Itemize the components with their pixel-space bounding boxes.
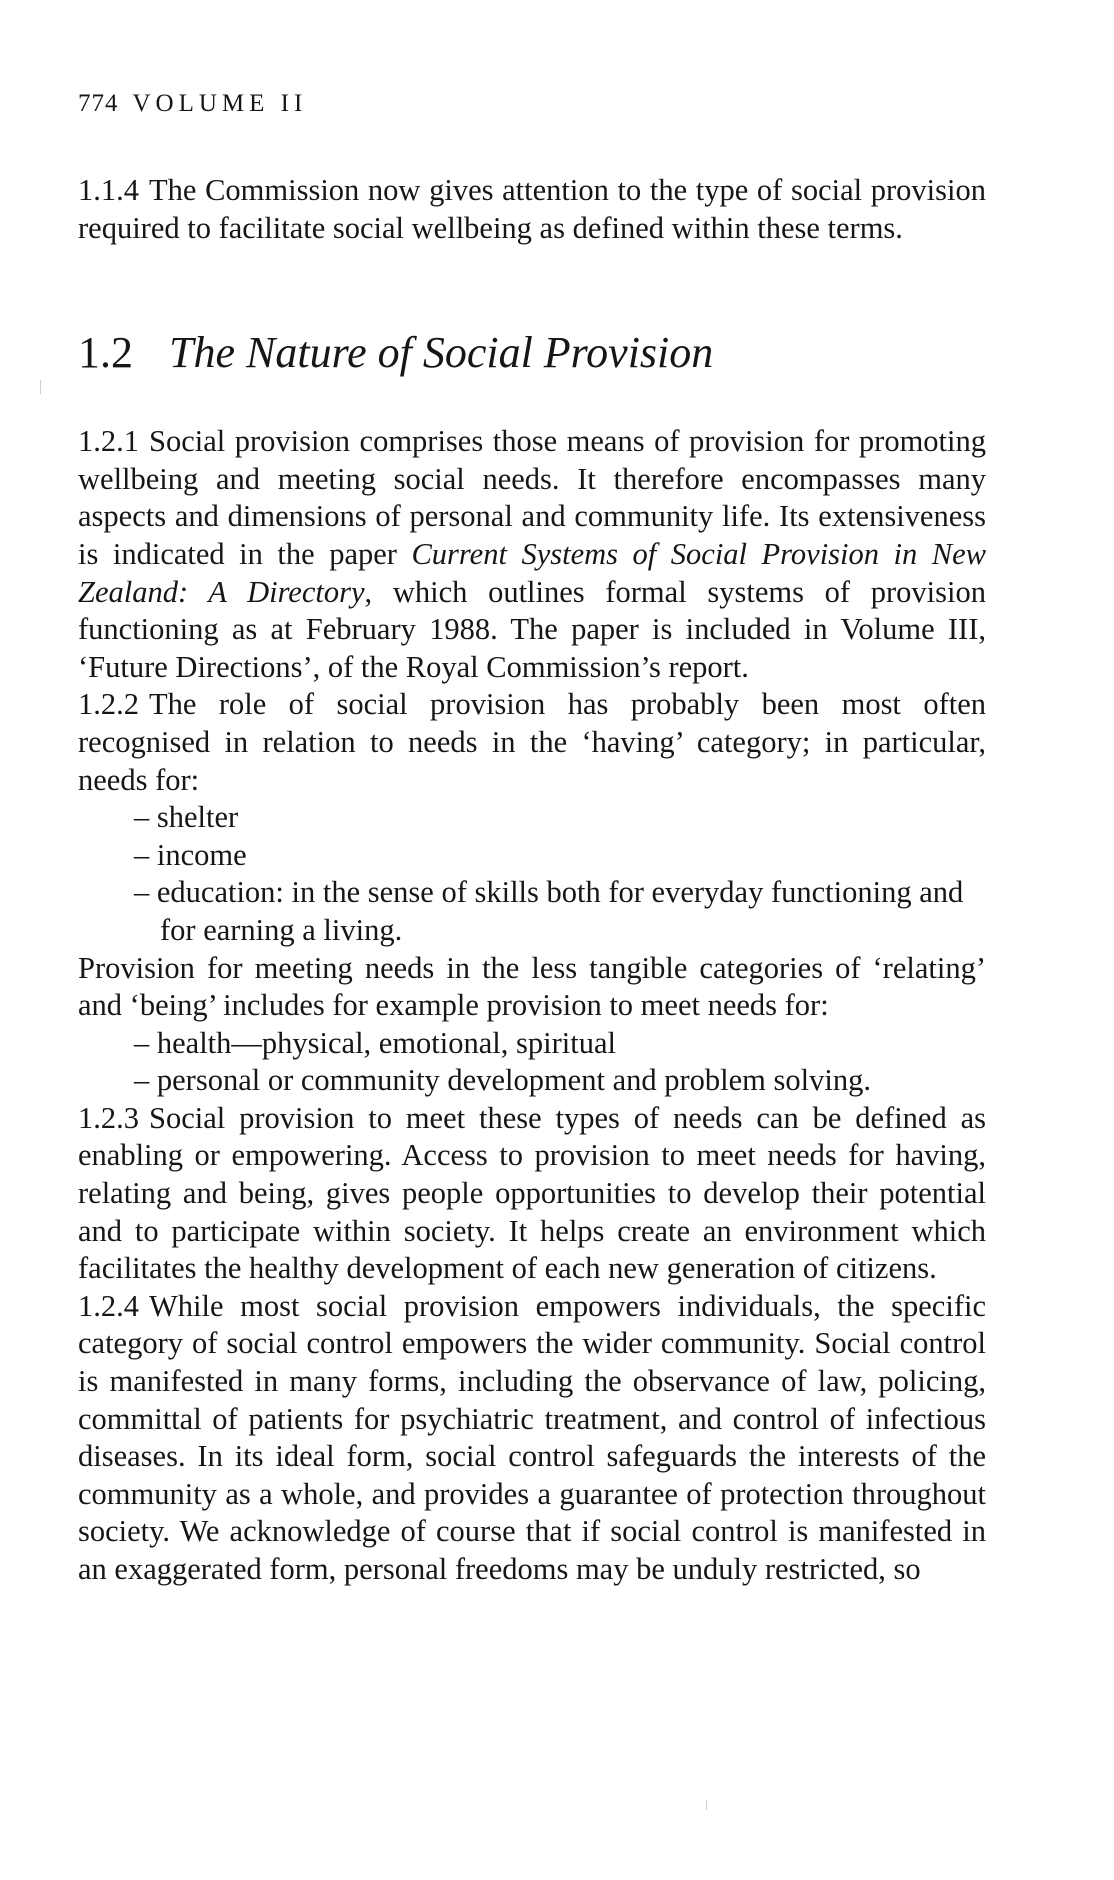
relating-being-needs-list bbox=[78, 1025, 986, 1100]
list-item: – income bbox=[134, 837, 247, 872]
paragraph-text: The role of social provision has probably been most often recognised in relation to needs in the ‘having’ category; in particular, needs for: bbox=[78, 687, 986, 797]
paragraph-number: 1.2.2 bbox=[78, 687, 139, 722]
paragraph-number: 1.2.4 bbox=[78, 1288, 139, 1323]
volume-label: VOLUME II bbox=[132, 90, 308, 117]
list-item: – personal or community development and problem solving. bbox=[134, 1063, 871, 1098]
having-needs-list bbox=[78, 799, 986, 949]
paragraph-1-2-4 bbox=[78, 1288, 986, 1589]
paragraph-number: 1.2.1 bbox=[78, 424, 139, 459]
paragraph-number: 1.2.3 bbox=[78, 1100, 139, 1135]
scan-speck bbox=[40, 380, 41, 394]
section-title: The Nature of Social Provision bbox=[169, 328, 714, 378]
paragraph-relating-being bbox=[78, 950, 986, 1025]
paragraph-text-continued: , which outlines formal systems of provision functioning as at February 1988. The paper is included in Volume III, ‘Future Directions’, of the Royal Commission’s report. bbox=[78, 574, 986, 684]
paragraph-text: Social provision to meet these types of needs can be defined as enabling or empowering. Access to provision to meet needs for having, relating and being, gives people opportunities to develop their potential and to participate within society. It helps create an environment which facilitates the healthy development of each new generation of citizens. bbox=[78, 1100, 986, 1286]
paragraph-1-1-4 bbox=[78, 172, 986, 247]
paragraph-number: 1.1.4 bbox=[78, 173, 139, 207]
paragraph-text: Provision for meeting needs in the less tangible categories of ‘relating’ and ‘being’ includes for example provision to meet needs for: bbox=[78, 950, 986, 1023]
directory-title: Current Systems of Social Provision in New Zealand: A Directory bbox=[78, 536, 987, 609]
paragraph-1-2-2 bbox=[78, 686, 986, 799]
running-head bbox=[78, 86, 986, 122]
paragraph-text: The Commission now gives attention to the type of social provision required to facilitate social wellbeing as defined within these terms. bbox=[78, 173, 986, 245]
section-heading bbox=[78, 327, 986, 379]
scan-speck bbox=[706, 1800, 707, 1810]
paragraph-text: While most social provision empowers individuals, the specific category of social control empowers the wider community. Social control is manifested in many forms, including the observance of law, policing, committal of patients for psychiatric treatment, and control of infectious diseases. In its ideal form, social control safeguards the interests of the community as a whole, and provides a guarantee of protection throughout society. We acknowledge of course that if social control is manifested in an exaggerated form, personal freedoms may be unduly restricted, so bbox=[78, 1288, 986, 1586]
list-item: – shelter bbox=[134, 800, 239, 835]
paragraph-1-2-3 bbox=[78, 1100, 986, 1288]
paragraph-1-2-1 bbox=[78, 423, 986, 686]
page-number: 774 bbox=[78, 90, 119, 117]
paragraph-text: Social provision comprises those means of provision for promoting wellbeing and meeting social needs. It therefore encompasses many aspects and dimensions of personal and community life. Its extensiveness is indicated in the paper bbox=[78, 424, 986, 571]
list-item: – health—physical, emotional, spiritual bbox=[134, 1025, 616, 1060]
book-page bbox=[78, 86, 986, 1589]
list-item: – education: in the sense of skills both for everyday functioning and for earning a living. bbox=[134, 875, 964, 947]
section-number: 1.2 bbox=[78, 328, 133, 378]
